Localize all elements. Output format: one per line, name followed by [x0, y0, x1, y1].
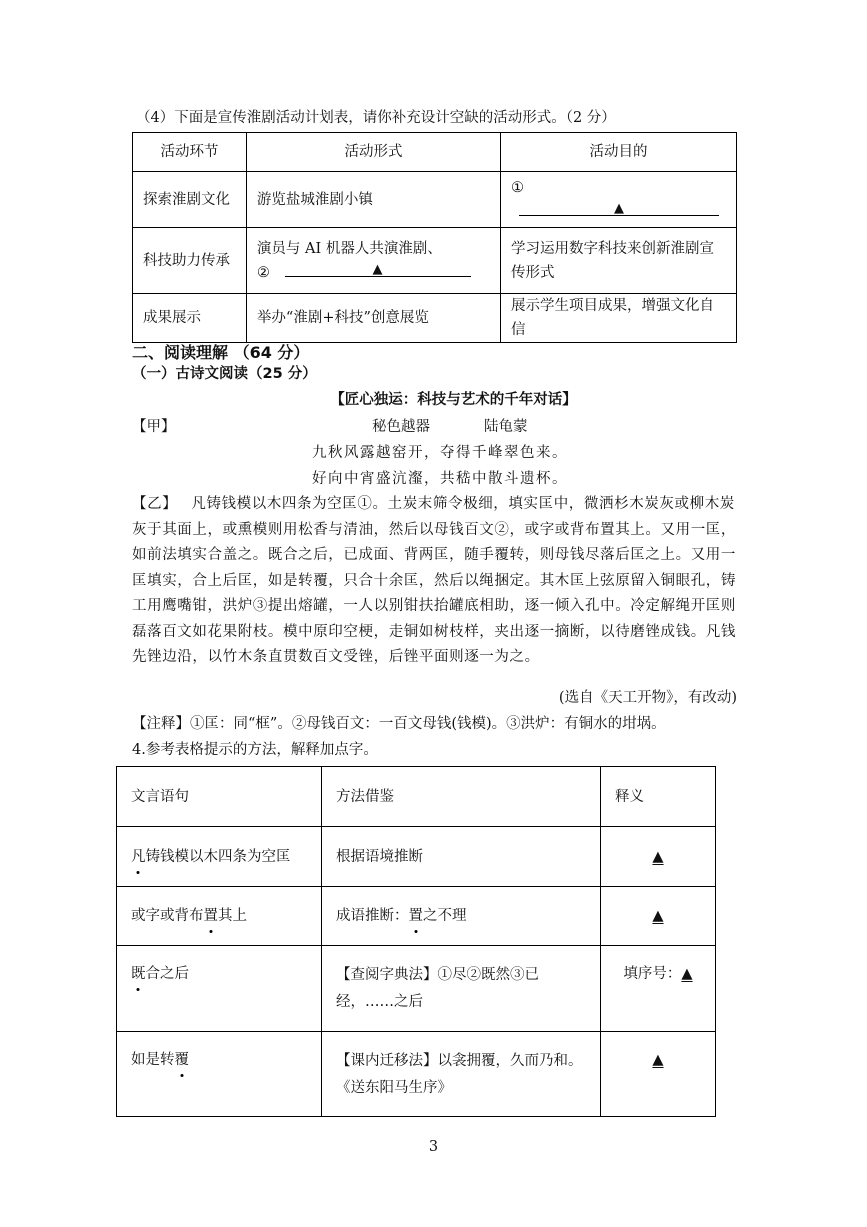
- q4b-instruction: 4.参考表格提示的方法，解释加点字。: [132, 742, 378, 758]
- subsection-title: （一）古诗文阅读（25 分）: [132, 366, 317, 382]
- annotation: 【注释】①匡：同“框”。②母钱百文：一百文母钱(钱模)。③洪炉：有铜水的坩埚。: [132, 716, 666, 732]
- goal-cell: 学习运用数字科技来创新淮剧宣传形式: [501, 228, 737, 294]
- method-cell: 【查阅字典法】①尽②既然③已经，……之后: [322, 946, 601, 1032]
- table-row: [117, 1032, 716, 1117]
- answer-blank[interactable]: [519, 201, 719, 216]
- table-row: [117, 827, 716, 887]
- method-cell: 【课内迁移法】以衾拥覆，久而乃和。《送东阳马生序》: [322, 1032, 601, 1117]
- source-note: (选自《天工开物》，有改动): [558, 690, 737, 706]
- triangle-icon: [652, 1052, 663, 1068]
- triangle-icon: [652, 908, 663, 924]
- yi-label: 【乙】: [132, 496, 178, 512]
- answer-cell[interactable]: [601, 1032, 716, 1117]
- poem-author: 陆龟蒙: [484, 419, 528, 435]
- answer-cell[interactable]: [601, 827, 716, 887]
- table-header: 活动环节: [133, 133, 247, 172]
- goal-cell: 展示学生项目成果，增强文化自信: [501, 294, 737, 343]
- table-row: [117, 946, 716, 1032]
- answer-cell[interactable]: [601, 887, 716, 946]
- circled-number: ①: [511, 179, 524, 196]
- sentence-cell: 或字或背布置其上: [117, 887, 322, 946]
- table-row: [133, 228, 737, 294]
- explanation-table: [116, 766, 716, 1117]
- activity-plan-table: [132, 132, 737, 343]
- triangle-icon: [373, 258, 383, 282]
- table-header: 方法借鉴: [322, 767, 601, 827]
- stage-cell: 探索淮剧文化: [133, 172, 247, 228]
- yi-passage: [132, 492, 737, 671]
- table-row: [133, 294, 737, 343]
- table-header: 文言语句: [117, 767, 322, 827]
- stage-cell: 科技助力传承: [133, 228, 247, 294]
- page-number: 3: [428, 1139, 439, 1155]
- table-header: 释义: [601, 767, 716, 827]
- form-cell: 游览盐城淮剧小镇: [246, 172, 500, 228]
- table-row: [117, 887, 716, 946]
- answer-blank[interactable]: [285, 262, 471, 277]
- stage-cell: 成果展示: [133, 294, 247, 343]
- answer-cell[interactable]: 填序号：▲: [601, 946, 716, 1032]
- method-cell: 根据语境推断: [322, 827, 601, 887]
- circled-number: ②: [256, 264, 270, 281]
- triangle-icon: [652, 849, 663, 865]
- sentence-cell: 如是转覆: [117, 1032, 322, 1117]
- form-cell: [246, 228, 500, 294]
- triangle-icon: [681, 966, 692, 982]
- jia-label: 【甲】: [132, 419, 176, 435]
- form-cell: 举办“淮剧+科技”创意展览: [246, 294, 500, 343]
- sentence-cell: 既合之后: [117, 946, 322, 1032]
- poem-title: 秘色越器: [372, 419, 430, 435]
- section-title: 二、阅读理解 （64 分）: [132, 343, 310, 362]
- triangle-icon: [614, 197, 624, 221]
- method-cell: 成语推断：置之不理: [322, 887, 601, 946]
- table-header: 活动目的: [501, 133, 737, 172]
- poem-line: 好向中宵盛沆瀣，共嵇中散斗遗杯。: [312, 471, 568, 487]
- table-header: 活动形式: [246, 133, 500, 172]
- sentence-cell: 凡铸钱模以木四条为空匡: [117, 827, 322, 887]
- poem-line: 九秋风露越窑开，夺得千峰翠色来。: [312, 445, 568, 461]
- table-row: [133, 172, 737, 228]
- q4-instruction: （4）下面是宣传淮剧活动计划表，请你补充设计空缺的活动形式。（2 分）: [136, 110, 616, 126]
- goal-cell: [501, 172, 737, 228]
- yi-text: 凡铸钱模以木四条为空匡①。土炭末筛令极细，填实匡中，微洒杉木炭灰或柳木炭灰于其面上，或熏模则用松香与清油，然后以母钱百文②，或字或背布置其上。又用一匡，如前法填实合盖之。既合之后，已成面、背两匡，随手覆转，则母钱尽落后匡之上。又用一匡填实，合上后匡，如是转覆，只合十余匡，然后以绳捆定。其木匡上弦原留入铜眼孔，铸工用鹰嘴钳，洪炉③提出熔罐，一人以别钳扶抬罐底相助，逐一倾入孔中。冷定解绳开匡则磊落百文如花果附枝。模中原印空梗，走铜如树枝样，夹出逐一摘断，以待磨锉成钱。凡钱先锉边沿，以竹木条直贯数百文受锉，后锉平面则逐一为之。: [132, 496, 736, 665]
- passage-title: 【匠心独运：科技与艺术的千年对话】: [330, 392, 577, 408]
- form-text: 演员与 AI 机器人共演淮剧、: [256, 240, 442, 257]
